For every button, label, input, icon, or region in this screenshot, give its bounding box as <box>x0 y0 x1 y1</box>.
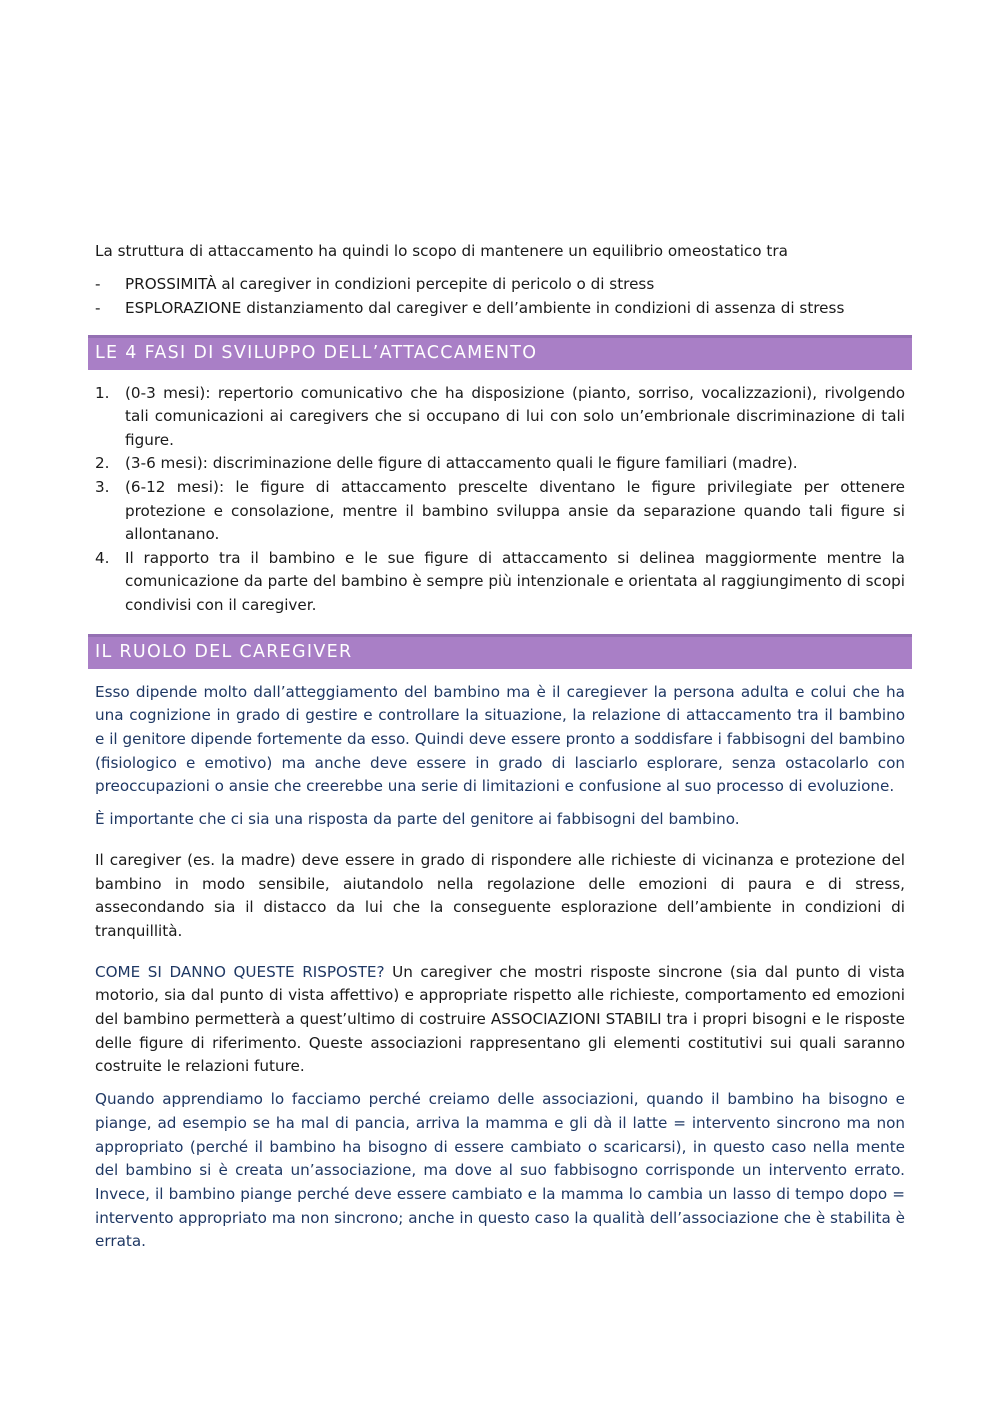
list-item-text: (3-6 mesi): discriminazione delle figure di attaccamento quali le figure familiari (madre). <box>125 454 798 473</box>
list-item-text: Il rapporto tra il bambino e le sue figure di attaccamento si delinea maggiormente mentre la comunicazione da parte del bambino è sempre più intenzionale e orientata al raggiungimento di scopi condivisi con il caregiver. <box>125 548 905 615</box>
list-item <box>95 452 905 476</box>
list-item <box>95 382 905 453</box>
list-item-text: (6-12 mesi): le figure di attaccamento prescelte diventano le figure privilegiate per ottenere protezione e consolazione, mentre il bambino sviluppa ansie da separazione quando tali figure si allontanano. <box>125 478 905 544</box>
caregiver-paragraph-3: Il caregiver (es. la madre) deve essere in grado di rispondere alle richieste di vicinanza e protezione del bambino in modo sensibile, aiutandolo nella regolazione delle emozioni di paura e di stress, assecondando sia il distacco da lui che la conseguente esplorazione dell’ambiente in condizioni di tranquillità. <box>95 850 905 940</box>
list-marker: 2. <box>95 454 110 473</box>
caregiver-paragraph-1: Esso dipende molto dall’atteggiamento del bambino ma è il caregiever la persona adulta e colui che ha una cognizione in grado di gestire e controllare la situazione, la relazione di attaccamento tra il bambino e il genitore dipende fortemente da esso. Quindi deve essere pronto a soddisfare i fabbisogni del bambino (fisiologico e emotivo) ma anche deve essere in grado di lasciarlo esplorare, senza ostacolarlo con preoccupazioni o ansie che creerebbe una serie di limitazioni e confusione al suo processo di evoluzione. <box>95 682 905 796</box>
caregiver-paragraph-4 <box>95 961 905 1080</box>
caregiver-paragraph-5: Quando apprendiamo lo facciamo perché creiamo delle associazioni, quando il bambino ha bisogno e piange, ad esempio se ha mal di pancia, arriva la mamma e gli dà il latte = intervento sincrono ma non appropriato (perché il bambino ha bisogno di essere cambiato o scaricarsi), in questo caso nella mente del bambino si è creata un’associazione, ma dove al suo fabbisogno corrisponde un intervento errato. Invece, il bambino piange perché deve essere cambiato e la mamma lo cambia un lasso di tempo dopo = intervento appropriato ma non sincrono; anche in questo caso la qualità dell’associazione che è stabilita è errata. <box>95 1090 905 1251</box>
document-page <box>95 240 905 1254</box>
list-marker: 1. <box>95 383 110 402</box>
list-item <box>95 547 905 618</box>
list-item <box>95 476 905 547</box>
list-marker: 3. <box>95 478 110 497</box>
section-heading-caregiver: IL RUOLO DEL CAREGIVER <box>88 634 912 669</box>
section-heading-phases: LE 4 FASI DI SVILUPPO DELL’ATTACCAMENTO <box>88 335 912 370</box>
phases-list <box>95 382 905 618</box>
question-answer: Un caregiver che mostri risposte sincrone (sia dal punto di vista motorio, sia dal punto di vista affettivo) e appropriate rispetto alle richieste, comportamento ed emozioni del bambino permetterà a quest’ultimo di costruire ASSOCIAZIONI STABILI tra i propri bisogni e le risposte delle figure di riferimento. Queste associazioni rappresentano gli elementi costitutivi sui quali saranno costruite le relazioni future. <box>95 962 905 1076</box>
caregiver-paragraph-2: È importante che ci sia una risposta da parte del genitore ai fabbisogni del bambino. <box>95 810 740 829</box>
list-item-text: (0-3 mesi): repertorio comunicativo che ha disposizione (pianto, sorriso, vocalizzazioni), rivolgendo tali comunicazioni ai caregivers che si occupano di lui con solo un’embrionale discriminazione di tali figure. <box>125 383 905 449</box>
list-item-text: PROSSIMITÀ al caregiver in condizioni percepite di pericolo o di stress <box>125 274 655 293</box>
list-marker: - <box>95 274 101 293</box>
list-item-text: ESPLORAZIONE distanziamento dal caregiver e dell’ambiente in condizioni di assenza di stress <box>125 299 845 318</box>
dash-list <box>95 272 905 321</box>
list-item <box>95 296 905 321</box>
intro-paragraph: La struttura di attaccamento ha quindi lo scopo di mantenere un equilibrio omeostatico tra <box>95 242 788 260</box>
question-lead: COME SI DANNO QUESTE RISPOSTE? <box>95 962 385 981</box>
list-marker: 4. <box>95 548 110 567</box>
list-marker: - <box>95 299 101 318</box>
list-item <box>95 272 905 297</box>
